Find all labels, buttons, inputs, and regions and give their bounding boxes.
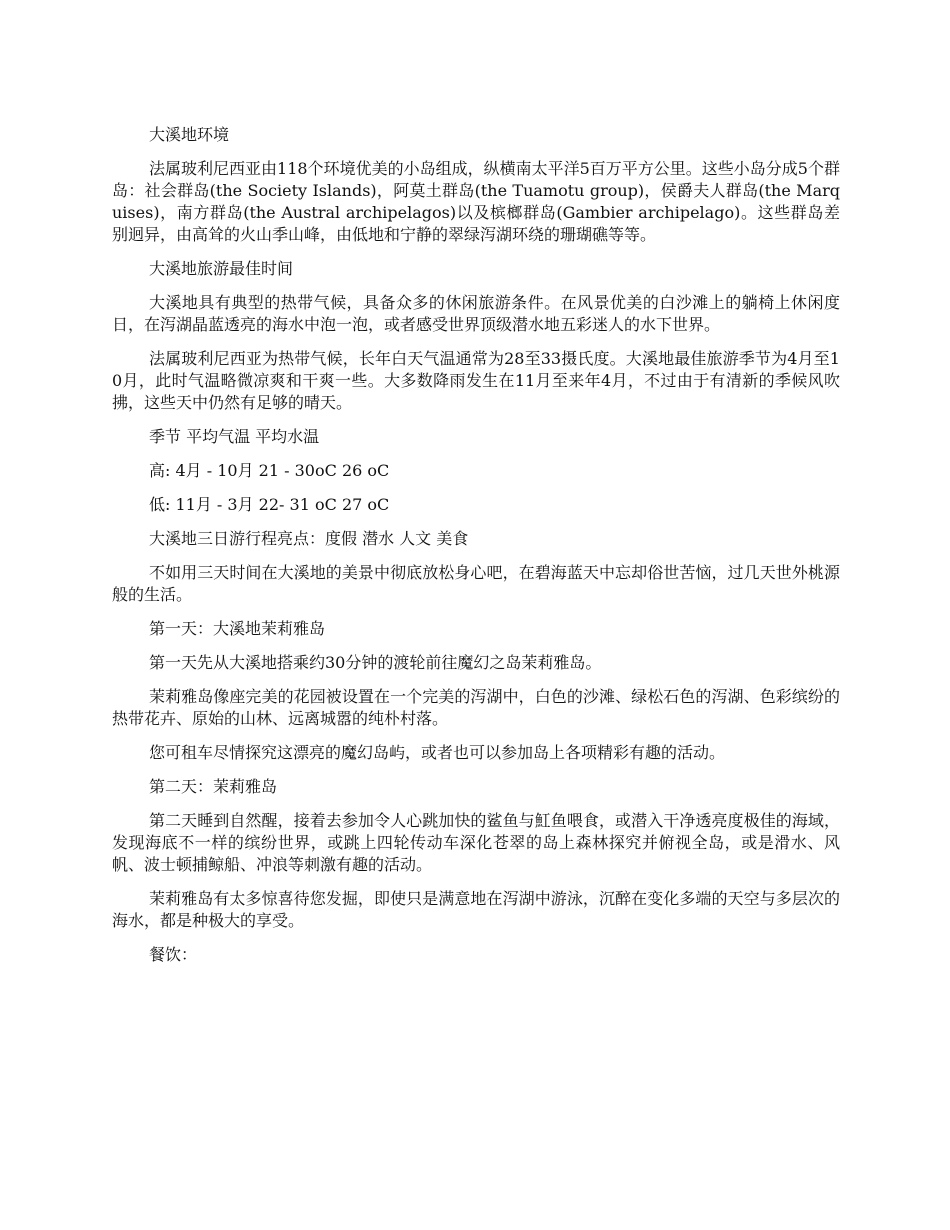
paragraph: 第一天先从大溪地搭乘约30分钟的渡轮前往魔幻之岛茉莉雅岛。 [149,653,602,672]
section-heading: 大溪地旅游最佳时间 [149,259,294,278]
section-heading: 餐饮： [149,945,198,964]
paragraph: 法属玻利尼西亚为热带气候，长年白天气温通常为28至33摄氏度。大溪地最佳旅游季节为4月至10月，此时气温略微凉爽和干爽一些。大多数降雨发生在11月至来年4月，不过由于有清新的季候风吹拂，这些天中仍然有足够的晴天。 [112,349,840,412]
paragraph: 大溪地具有典型的热带气候，具备众多的休闲旅游条件。在风景优美的白沙滩上的躺椅上休闲度日，在泻湖晶蓝透亮的海水中泡一泡，或者感受世界顶级潜水地五彩迷人的水下世界。 [112,293,840,334]
paragraph: 不如用三天时间在大溪地的美景中彻底放松身心吧，在碧海蓝天中忘却俗世苦恼，过几天世外桃源般的生活。 [112,563,840,604]
document-page [112,124,840,978]
table-row-line: 低: 11月 - 3月 22- 31 oC 27 oC [149,495,390,514]
day-heading: 第一天：大溪地茉莉雅岛 [149,619,326,638]
table-header-line: 季节 平均气温 平均水温 [149,427,320,446]
paragraph: 第二天睡到自然醒，接着去参加令人心跳加快的鲨鱼与魟鱼喂食，或潜入干净透亮度极佳的海域，发现海底不一样的缤纷世界，或跳上四轮传动车深化苍翠的岛上森林探究并俯视全岛，或是滑水、风帆、波士顿捕鲸船、冲浪等刺激有趣的活动。 [112,811,840,874]
section-heading: 大溪地三日游行程亮点：度假 潜水 人文 美食 [149,529,469,548]
day-heading: 第二天：茉莉雅岛 [149,777,278,796]
paragraph: 茉莉雅岛有太多惊喜待您发掘，即使只是满意地在泻湖中游泳，沉醉在变化多端的天空与多层次的海水，都是种极大的享受。 [112,889,840,930]
paragraph: 您可租车尽情探究这漂亮的魔幻岛屿，或者也可以参加岛上各项精彩有趣的活动。 [149,743,726,762]
paragraph: 法属玻利尼西亚由118个环境优美的小岛组成，纵横南太平洋5百万平方公里。这些小岛分成5个群岛：社会群岛(the Society Islands)，阿莫土群岛(the Tuamotu group)，侯爵夫人群岛(the Marquises)，南方群岛(the Austral archipelagos)以及槟榔群岛(Gambier archipelago)。这些群岛差别迥异，由高耸的火山季山峰，由低地和宁静的翠绿泻湖环绕的珊瑚礁等等。 [112,159,840,244]
section-heading: 大溪地环境 [149,125,230,144]
paragraph: 茉莉雅岛像座完美的花园被设置在一个完美的泻湖中，白色的沙滩、绿松石色的泻湖、色彩缤纷的热带花卉、原始的山林、远离城嚣的纯朴村落。 [112,687,840,728]
table-row-line: 高: 4月 - 10月 21 - 30oC 26 oC [149,461,390,480]
